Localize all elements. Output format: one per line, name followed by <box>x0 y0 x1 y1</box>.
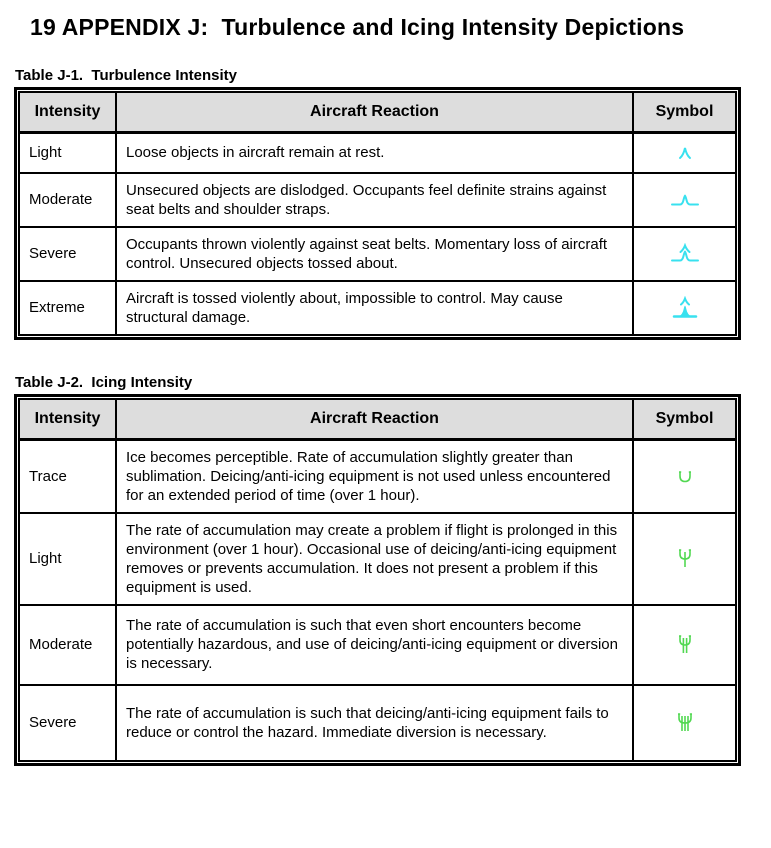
intensity-cell: Moderate <box>19 173 116 227</box>
reaction-cell: The rate of accumulation is such that even short encounters become potentially hazardous, and use of deicing/anti-icing equipment or diversion is necessary. <box>116 605 633 685</box>
column-header-aircraft-reaction: Aircraft Reaction <box>116 92 633 133</box>
symbol-cell <box>633 281 736 335</box>
intensity-cell: Trace <box>19 439 116 513</box>
reaction-cell: Aircraft is tossed violently about, impossible to control. May cause structural damage. <box>116 281 633 335</box>
icing-table <box>14 394 741 766</box>
intensity-cell: Light <box>19 513 116 605</box>
reaction-cell: Unsecured objects are dislodged. Occupants feel definite strains against seat belts and shoulder straps. <box>116 173 633 227</box>
icing-table-caption: Table J-2. Icing Intensity <box>15 373 193 391</box>
column-header-intensity: Intensity <box>19 92 116 133</box>
intensity-cell: Severe <box>19 685 116 761</box>
table-row <box>19 439 736 513</box>
column-header-symbol: Symbol <box>633 92 736 133</box>
table-row <box>19 513 736 605</box>
table-row <box>19 133 736 173</box>
table-header-row <box>19 399 736 440</box>
reaction-cell: The rate of accumulation is such that deicing/anti-icing equipment fails to reduce or control the hazard. Immediate diversion is necessary. <box>116 685 633 761</box>
table-row <box>19 173 736 227</box>
turbulence-light-icon <box>673 144 697 162</box>
table-header-row <box>19 92 736 133</box>
reaction-cell: Ice becomes perceptible. Rate of accumulation slightly greater than sublimation. Deicing/anti-icing equipment is not used unless encountered for an extended period of time (over 1 hour). <box>116 439 633 513</box>
reaction-cell: The rate of accumulation may create a problem if flight is prolonged in this environment (over 1 hour). Occasional use of deicing/anti-icing equipment removes or prevents accumulation. It does not present a problem if this equipment is used. <box>116 513 633 605</box>
symbol-cell <box>633 133 736 173</box>
icing-light-icon <box>676 548 694 569</box>
symbol-cell <box>633 513 736 605</box>
icing-trace-icon <box>676 470 694 484</box>
turbulence-table-caption: Table J-1. Turbulence Intensity <box>15 67 237 84</box>
table-row <box>19 227 736 281</box>
symbol-cell <box>633 685 736 761</box>
symbol-cell <box>633 227 736 281</box>
icing-severe-icon <box>674 712 696 733</box>
table-row <box>19 685 736 761</box>
page-title: 19 APPENDIX J: Turbulence and Icing Intensity Depictions <box>30 14 685 40</box>
turbulence-severe-icon <box>669 243 701 265</box>
intensity-cell: Severe <box>19 227 116 281</box>
intensity-cell: Light <box>19 133 116 173</box>
symbol-cell <box>633 605 736 685</box>
icing-moderate-icon <box>676 634 694 655</box>
reaction-cell: Loose objects in aircraft remain at rest. <box>116 133 633 173</box>
reaction-cell: Occupants thrown violently against seat belts. Momentary loss of aircraft control. Unsecured objects tossed about. <box>116 227 633 281</box>
symbol-cell <box>633 439 736 513</box>
column-header-symbol: Symbol <box>633 399 736 440</box>
intensity-cell: Moderate <box>19 605 116 685</box>
turbulence-moderate-icon <box>669 191 701 209</box>
table-row <box>19 605 736 685</box>
symbol-cell <box>633 173 736 227</box>
intensity-cell: Extreme <box>19 281 116 335</box>
table-row <box>19 281 736 335</box>
turbulence-extreme-icon <box>669 296 701 320</box>
column-header-intensity: Intensity <box>19 399 116 440</box>
column-header-aircraft-reaction: Aircraft Reaction <box>116 399 633 440</box>
turbulence-table <box>14 87 741 340</box>
